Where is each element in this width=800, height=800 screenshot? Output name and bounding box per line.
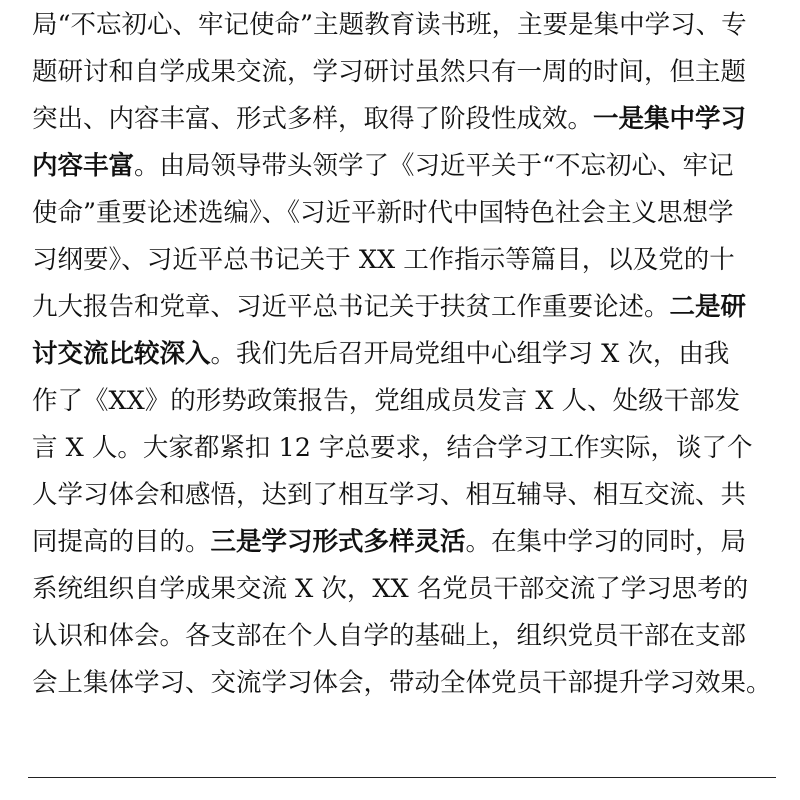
text-line — [32, 284, 774, 331]
text-line — [32, 237, 774, 284]
bold-heading-text: 三是学习形式多样灵活 — [210, 527, 466, 557]
text-segment: 习纲要》、习近平总书记关于 XX 工作指示等篇目，以及党的十 — [32, 245, 735, 275]
text-segment: 使命”重要论述选编》、《习近平新时代中国特色社会主义思想学 — [32, 198, 734, 228]
bold-heading-text: 内容丰富 — [32, 151, 135, 181]
text-segment: 人学习体会和感悟，达到了相互学习、相互辅导、相互交流、共 — [32, 480, 747, 510]
text-line — [32, 472, 774, 519]
text-line — [32, 519, 774, 566]
text-line — [32, 660, 774, 707]
text-segment: 作了《XX》的形势政策报告，党组成员发言 X 人、处级干部发 — [32, 386, 741, 416]
bold-heading-text: 二是研 — [669, 292, 747, 322]
text-segment: 九大报告和党章、习近平总书记关于扶贫工作重要论述。 — [32, 292, 670, 322]
text-line — [32, 49, 774, 96]
text-segment: 系统组织自学成果交流 X 次，XX 名党员干部交流了学习思考的 — [32, 574, 749, 604]
text-line — [32, 331, 774, 378]
text-segment: 。我们先后召开局党组中心组学习 X 次，由我 — [210, 339, 730, 369]
text-line — [32, 96, 774, 143]
text-segment: 会上集体学习、交流学习体会，带动全体党员干部提升学习效果。 — [32, 668, 772, 698]
text-segment: 题研讨和自学成果交流，学习研讨虽然只有一周的时间，但主题 — [32, 57, 747, 87]
text-segment: 局“不忘初心、牢记使命”主题教育读书班，主要是集中学习、专 — [32, 10, 747, 40]
text-segment: 。由局领导带头领学了《习近平关于“不忘初心、牢记 — [134, 151, 734, 181]
bold-heading-text: 讨交流比较深入 — [32, 339, 211, 369]
text-line — [32, 378, 774, 425]
text-line — [32, 190, 774, 237]
text-line — [32, 425, 774, 472]
text-line — [32, 2, 774, 49]
footer-divider — [28, 777, 776, 778]
text-line — [32, 566, 774, 613]
text-line — [32, 613, 774, 660]
text-segment: 认识和体会。各支部在个人自学的基础上，组织党员干部在支部 — [32, 621, 747, 651]
text-segment: 突出、内容丰富、形式多样，取得了阶段性成效。 — [32, 104, 594, 134]
text-line — [32, 143, 774, 190]
text-segment: 。在集中学习的同时，局 — [465, 527, 747, 557]
text-segment: 言 X 人。大家都紧扣 12 字总要求，结合学习工作实际，谈了个 — [32, 433, 753, 463]
text-segment: 同提高的目的。 — [32, 527, 211, 557]
bold-heading-text: 一是集中学习 — [593, 104, 747, 134]
